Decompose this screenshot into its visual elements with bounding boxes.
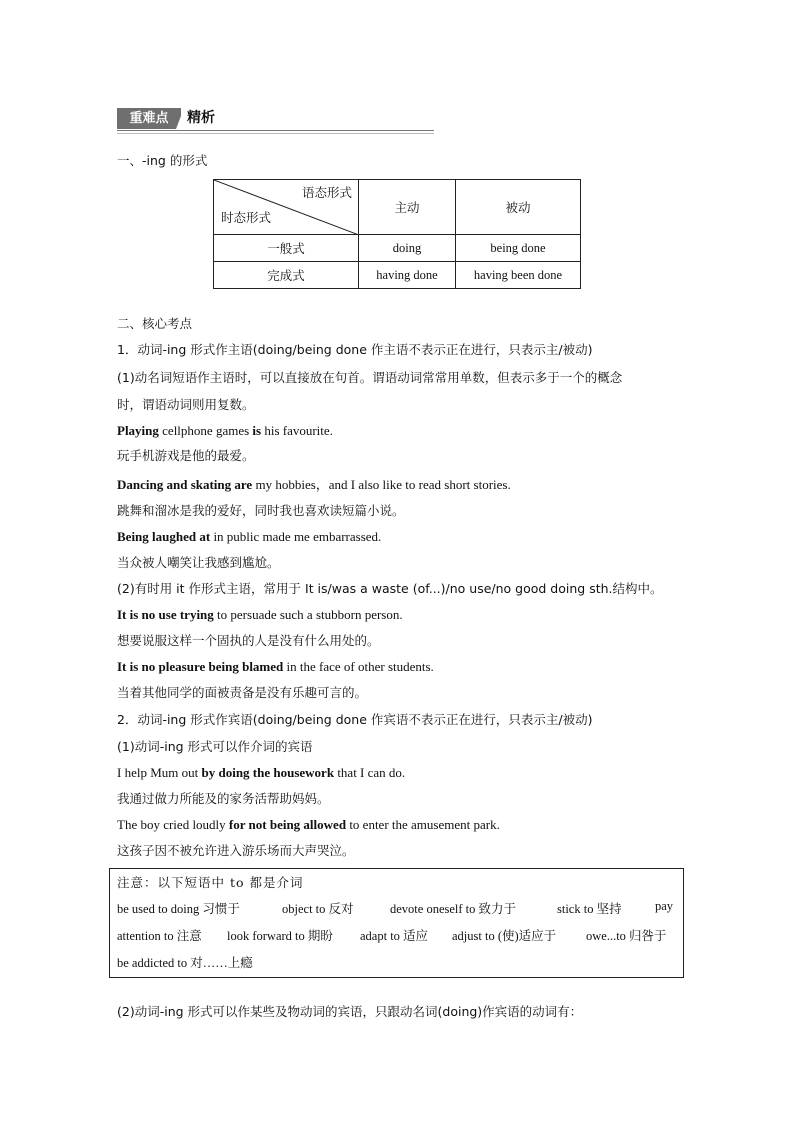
example-translation: 这孩子因不被允许进入游乐场而大声哭泣。 xyxy=(117,843,355,858)
point-2-sub1: (1)动词-ing 形式可以作介词的宾语 xyxy=(117,739,313,754)
text: The boy cried loudly xyxy=(117,817,229,832)
point-1-sub1-line1: (1)动名词短语作主语时，可以直接放在句首。谓语动词常常用单数，但表示多于一个的概念 xyxy=(117,370,623,385)
section-badge: 重难点 xyxy=(117,108,181,129)
passive-form: being done xyxy=(456,235,581,262)
point-2-sub2: (2)动词-ing 形式可以作某些及物动词的宾语，只跟动名词(doing)作宾语的动词有： xyxy=(117,1004,583,1019)
example-translation: 玩手机游戏是他的最爱。 xyxy=(117,448,255,463)
note-phrase: look forward to 期盼 xyxy=(227,929,333,943)
row-label: 完成式 xyxy=(214,262,359,289)
note-box xyxy=(109,868,684,978)
text: that I can do. xyxy=(334,765,406,780)
example-translation: 当众被人嘲笑让我感到尴尬。 xyxy=(117,555,280,570)
highlight: is xyxy=(252,423,262,438)
point-2-heading: 2．动词-ing 形式作宾语(doing/being done 作宾语不表示正在进行，只表示主/被动) xyxy=(117,712,593,727)
example-sentence xyxy=(117,476,511,494)
active-form: having done xyxy=(359,262,456,289)
row-label: 一般式 xyxy=(214,235,359,262)
passive-form: having been done xyxy=(456,262,581,289)
example-sentence xyxy=(117,658,434,676)
header-rule xyxy=(117,130,434,131)
active-form: doing xyxy=(359,235,456,262)
corner-bottom-label: 时态形式 xyxy=(221,210,272,225)
text: to persuade such a stubborn person. xyxy=(213,607,403,622)
highlight: Being laughed at xyxy=(117,529,211,544)
example-sentence xyxy=(117,764,405,782)
table-row xyxy=(214,262,581,289)
ing-forms-table xyxy=(213,179,581,289)
example-translation: 我通过做力所能及的家务活帮助妈妈。 xyxy=(117,791,330,806)
header-rule-secondary xyxy=(117,133,434,134)
example-sentence xyxy=(117,528,381,546)
example-sentence xyxy=(117,816,500,834)
corner-top-label: 语态形式 xyxy=(301,185,352,200)
note-phrase: adjust to (使)适应于 xyxy=(452,929,557,943)
section-title: 精析 xyxy=(187,110,215,126)
highlight: for not being allowed xyxy=(228,817,347,832)
header-active: 主动 xyxy=(359,180,456,235)
table-corner-cell xyxy=(214,180,359,235)
point-1-sub1-line2: 时，谓语动词则用复数。 xyxy=(117,397,255,412)
note-phrase: owe...to 归咎于 xyxy=(586,929,667,943)
note-phrase: be used to doing 习惯于 xyxy=(117,902,240,916)
text: my hobbies，and I also like to read short stories. xyxy=(252,477,511,492)
note-phrase: be addicted to 对……上瘾 xyxy=(117,956,253,970)
text: in public made me embarrassed. xyxy=(210,529,382,544)
highlight: It is no pleasure being blamed xyxy=(117,659,284,674)
note-phrase: adapt to 适应 xyxy=(360,929,429,943)
badge-notch xyxy=(176,108,184,129)
section-1-heading: 一、-ing 的形式 xyxy=(117,153,208,168)
text: cellphone games xyxy=(158,423,253,438)
point-1-sub2: (2)有时用 it 作形式主语，常用于 It is/was a waste (of...)/no use/no good doing sth.结构中。 xyxy=(117,581,663,596)
note-phrase: stick to 坚持 xyxy=(557,902,622,916)
highlight: Playing xyxy=(117,423,159,438)
text: in the face of other students. xyxy=(283,659,434,674)
note-phrase: attention to 注意 xyxy=(117,929,202,943)
example-sentence xyxy=(117,422,333,440)
example-translation: 跳舞和溜冰是我的爱好，同时我也喜欢读短篇小说。 xyxy=(117,503,405,518)
text: his favourite. xyxy=(261,423,333,438)
section-2-heading: 二、核心考点 xyxy=(117,316,193,331)
note-phrase: object to 反对 xyxy=(282,902,354,916)
header-passive: 被动 xyxy=(456,180,581,235)
highlight: It is no use trying xyxy=(117,607,214,622)
table-row xyxy=(214,235,581,262)
highlight: Dancing and skating are xyxy=(117,477,253,492)
example-translation: 当着其他同学的面被责备是没有乐趣可言的。 xyxy=(117,685,368,700)
point-1-heading: 1．动词-ing 形式作主语(doing/being done 作主语不表示正在进行，只表示主/被动) xyxy=(117,342,593,357)
text: I help Mum out xyxy=(117,765,202,780)
example-sentence xyxy=(117,606,403,624)
note-phrase: devote oneself to 致力于 xyxy=(390,902,517,916)
note-title: 注意：以下短语中 to 都是介词 xyxy=(117,875,304,890)
note-phrase: pay xyxy=(655,899,674,913)
text: to enter the amusement park. xyxy=(346,817,500,832)
highlight: by doing the housework xyxy=(201,765,335,780)
example-translation: 想要说服这样一个固执的人是没有什么用处的。 xyxy=(117,633,380,648)
